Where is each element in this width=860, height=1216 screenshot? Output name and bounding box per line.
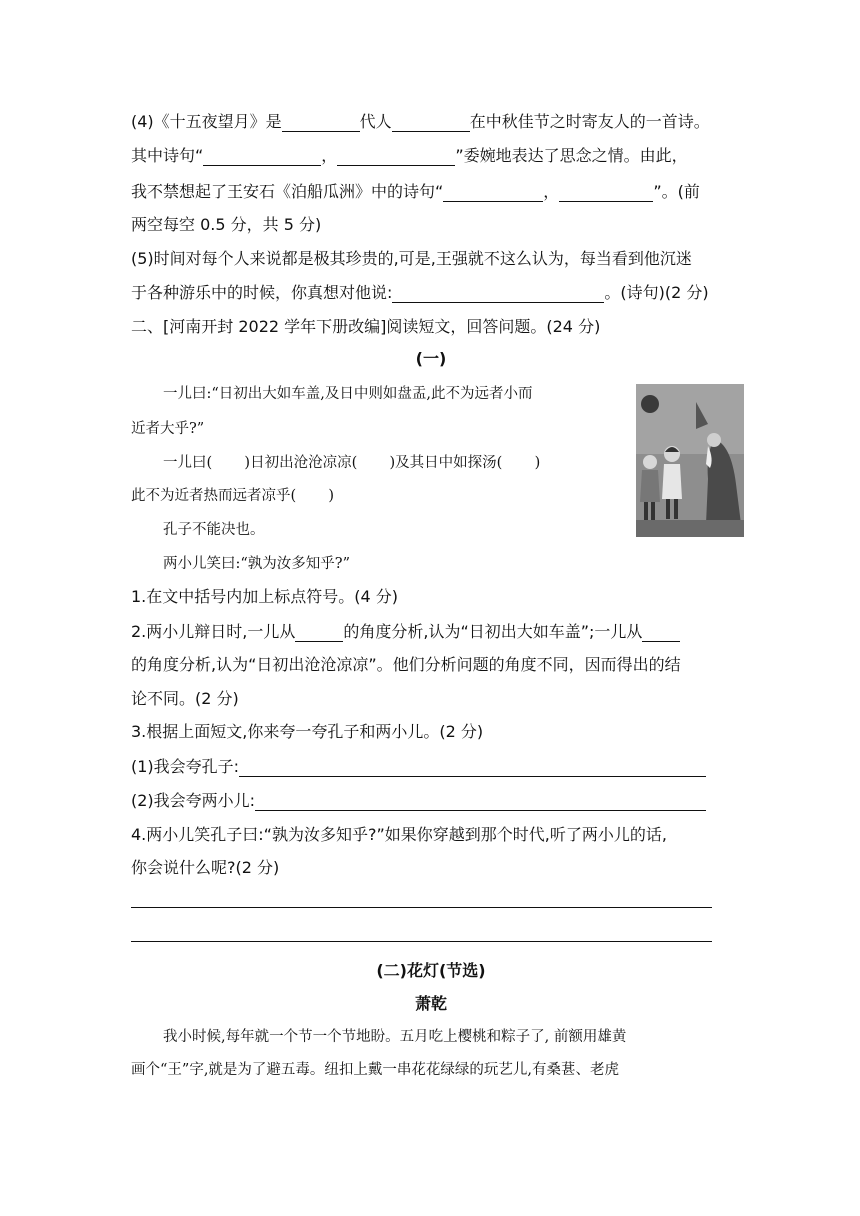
q4-text-a: (4)《十五夜望月》是 <box>131 112 282 131</box>
answer-blank[interactable] <box>282 114 360 132</box>
q5-text-a: (5)时间对每个人来说都是极其珍贵的,可是,王强就不这么认为，每当看到他沉迷 <box>131 249 692 268</box>
part-2-author: 萧乾 <box>414 994 447 1013</box>
question-2-line-3: 论不同。(2 分) <box>131 689 239 708</box>
answer-blank[interactable] <box>203 148 321 166</box>
part-2-title: (二)花灯(节选) <box>376 961 486 980</box>
answer-blank[interactable] <box>392 114 470 132</box>
answer-blank[interactable] <box>239 759 706 777</box>
q5-line-1 <box>131 249 731 269</box>
q5-text-c: 。(诗句)(2 分) <box>604 283 709 302</box>
q4-line-4 <box>131 215 731 235</box>
passage-line: 我小时候,每年就一个节一个节地盼。五月吃上樱桃和粽子了, 前额用雄黄 <box>163 1029 627 1045</box>
answer-blank[interactable] <box>392 285 604 303</box>
answer-blank[interactable] <box>559 184 653 202</box>
answer-blank[interactable] <box>642 624 680 642</box>
passage-line: 孔子不能决也。 <box>163 522 265 538</box>
question-2-line-2: 的角度分析,认为“日初出沧沧凉凉”。他们分析问题的角度不同，因而得出的结 <box>131 655 681 674</box>
q4-text-i: ”。(前 <box>653 182 700 201</box>
answer-line[interactable] <box>131 907 712 908</box>
question-3: 3.根据上面短文,你来夸一夸孔子和两小儿。(2 分) <box>131 722 484 741</box>
q5-text-b: 于各种游乐中的时候，你真想对他说: <box>131 283 393 302</box>
q4-text-g: 我不禁想起了王安石《泊船瓜洲》中的诗句“ <box>131 182 444 201</box>
q2-text-b: 的角度分析,认为“日初出大如车盖”;一儿从 <box>343 622 643 641</box>
q3a-text: (1)我会夸孔子: <box>131 757 240 776</box>
q2-text-a: 2.两小儿辩日时,一儿从 <box>131 622 296 641</box>
section-2-heading: 二、[河南开封 2022 学年下册改编]阅读短文，回答问题。(24 分) <box>131 317 601 336</box>
question-3-part-1 <box>131 757 731 777</box>
q4-text-f: ”委婉地表达了思念之情。由此， <box>455 146 688 165</box>
answer-blank[interactable] <box>337 148 455 166</box>
question-3-part-2 <box>131 791 731 811</box>
q4-line-2 <box>131 146 731 166</box>
q3b-text: (2)我会夸两小儿: <box>131 791 256 810</box>
passage-line: 近者大乎?” <box>131 421 205 437</box>
passage-line: 画个“王”字,就是为了避五毒。纽扣上戴一串花花绿绿的玩艺儿,有桑葚、老虎 <box>131 1062 620 1078</box>
q4-text-d: 其中诗句“ <box>131 146 204 165</box>
two-children-debate-sun-image <box>636 384 744 537</box>
answer-line[interactable] <box>131 941 712 942</box>
passage-line: 两小儿笑曰:“孰为汝多知乎?” <box>163 556 350 572</box>
q4-text-e: ， <box>321 146 338 165</box>
q5-line-2 <box>131 283 731 303</box>
part-1-title: (一) <box>415 349 447 368</box>
question-4-line-1: 4.两小儿笑孔子曰:“孰为汝多知乎?”如果你穿越到那个时代,听了两小儿的话, <box>131 825 667 844</box>
passage-line: 此不为近者热而远者凉乎( ) <box>131 488 335 504</box>
answer-blank[interactable] <box>295 624 343 642</box>
passage-line: 一儿曰( )日初出沧沧凉凉( )及其日中如探汤( ) <box>163 455 541 471</box>
story-illustration <box>636 384 744 537</box>
question-2-line-1 <box>131 622 731 642</box>
q4-text-b: 代人 <box>359 112 392 131</box>
q4-text-h: ， <box>543 182 560 201</box>
question-1: 1.在文中括号内加上标点符号。(4 分) <box>131 587 399 606</box>
answer-blank[interactable] <box>443 184 543 202</box>
q4-text-j: 两空每空 0.5 分，共 5 分) <box>131 215 322 234</box>
passage-line: 一儿曰:“日初出大如车盖,及日中则如盘盂,此不为远者小而 <box>163 386 533 402</box>
q4-line-3 <box>131 182 731 202</box>
question-4-line-2: 你会说什么呢?(2 分) <box>131 858 280 877</box>
q4-line-1 <box>131 112 731 132</box>
q4-text-c: 在中秋佳节之时寄友人的一首诗。 <box>469 112 710 131</box>
answer-blank[interactable] <box>255 793 706 811</box>
